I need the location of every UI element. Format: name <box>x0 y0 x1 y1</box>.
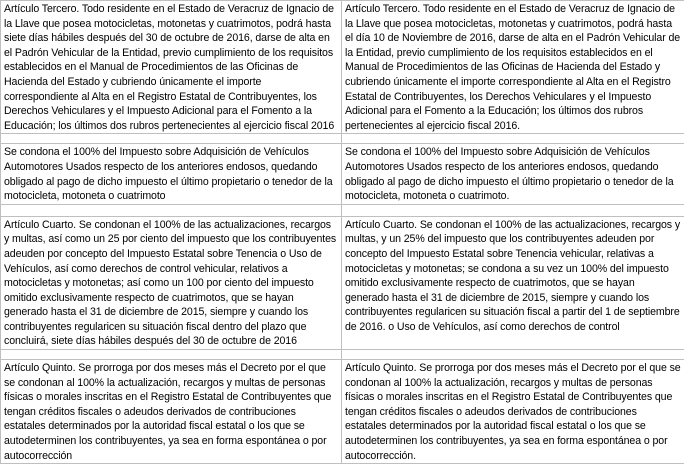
table-row <box>1 1 684 134</box>
cell-right-article-fourth: Artículo Cuarto. Se condonan el 100% de las actualizaciones, recargos y multas, y un 25% del impuesto que los contribuyentes adeuden por concepto del Impuesto Estatal sobre Tenencia vehicular, relativas a motocicletas y motonetas; se condona a su vez un 100% del impuesto omitido exclusivamente respecto de cuatrimotos, que se hayan generado hasta el 31 de diciembre de 2015, siempre y cuando los contribuyentes regularicen su situación fiscal a partir del 1 de septiembre de 2016. o Uso de Vehículos, así como derechos de control <box>342 216 684 349</box>
cell-right-article-fifth: Artículo Quinto. Se prorroga por dos meses más el Decreto por el que se condonan al 100% la actualización, recargos y multas de personas físicas o morales inscritas en el Registro Estatal de Contribuyentes que tengan créditos fiscales o adeudos derivados de contribuciones estatales determinados por la autoridad fiscal estatal o los que se autodeterminen los contribuyentes, ya sea en forma espontánea o por autocorrección. <box>342 360 684 464</box>
cell-left-article-fifth: Artículo Quinto. Se prorroga por dos meses más el Decreto por el que se condonan al 100% la actualización, recargos y multas de personas físicas o morales inscritas en el Registro Estatal de Contribuyentes que tengan créditos fiscales o adeudos derivados de contribuciones estatales determinados por la autoridad fiscal estatal o los que se autodeterminen los contribuyentes, ya sea en forma espontánea o por autocorrección <box>1 360 342 464</box>
spacer-cell <box>342 204 684 216</box>
table-row <box>1 360 684 464</box>
spacer-cell <box>1 134 342 144</box>
spacer-cell <box>342 350 684 360</box>
spacer-cell <box>1 204 342 216</box>
spacer-cell <box>1 350 342 360</box>
spacer-cell <box>342 134 684 144</box>
spacer-row <box>1 350 684 360</box>
table-row <box>1 216 684 349</box>
cell-right-article-third: Artículo Tercero. Todo residente en el Estado de Veracruz de Ignacio de la Llave que posea motocicletas, motonetas y cuatrimotos, podrá hasta el día 10 de Noviembre de 2016, darse de alta en el Padrón Vehicular de la Entidad, previo cumplimiento de los requisitos establecidos en el Manual de Procedimientos de las Oficinas de Hacienda del Estado y cubriendo únicamente el importe correspondiente al Alta en el Registro Estatal de Contribuyentes, los Derechos Vehiculares y el Impuesto Adicional para el Fomento a la Educación; los últimos dos rubros pertenecientes al ejercicio fiscal 2016. <box>342 1 684 134</box>
table-row <box>1 144 684 204</box>
cell-right-condonation: Se condona el 100% del Impuesto sobre Adquisición de Vehículos Automotores Usados respecto de los anteriores endosos, quedando obligado al pago de dicho impuesto el último propietario o tenedor de la motocicleta, motoneta o cuatrimoto. <box>342 144 684 204</box>
cell-left-condonation: Se condona el 100% del Impuesto sobre Adquisición de Vehículos Automotores Usados respecto de los anteriores endosos, quedando obligado al pago de dicho impuesto el último propietario o tenedor de la motocicleta, motoneta o cuatrimoto <box>1 144 342 204</box>
spacer-row <box>1 204 684 216</box>
cell-left-article-fourth: Artículo Cuarto. Se condonan el 100% de las actualizaciones, recargos y multas, así como un 25 por ciento del impuesto que los contribuyentes adeuden por concepto del Impuesto Estatal sobre Tenencia o Uso de Vehículos, así como derechos de control vehicular, relativos a motocicletas y motonetas; así como un 100 por ciento del impuesto omitido exclusivamente respecto de cuatrimotos, que se hayan generado hasta el 31 de diciembre de 2015, siempre y cuando los contribuyentes regularicen su situación fiscal dentro del plazo que concluirá, siete días hábiles después del 30 de octubre de 2016 <box>1 216 342 349</box>
cell-left-article-third: Artículo Tercero. Todo residente en el Estado de Veracruz de Ignacio de la Llave que posea motocicletas, motonetas y cuatrimotos, podrá hasta siete días hábiles después del 30 de octubre de 2016, darse de alta en el Padrón Vehicular de la Entidad, previo cumplimiento de los requisitos establecidos en el Manual de Procedimientos de las Oficinas de Hacienda del Estado y cubriendo únicamente el importe correspondiente al Alta en el Registro Estatal de Contribuyentes, los Derechos Vehiculares y el Impuesto Adicional para el Fomento a la Educación; los últimos dos rubros pertenecientes al ejercicio fiscal 2016 <box>1 1 342 134</box>
spacer-row <box>1 134 684 144</box>
